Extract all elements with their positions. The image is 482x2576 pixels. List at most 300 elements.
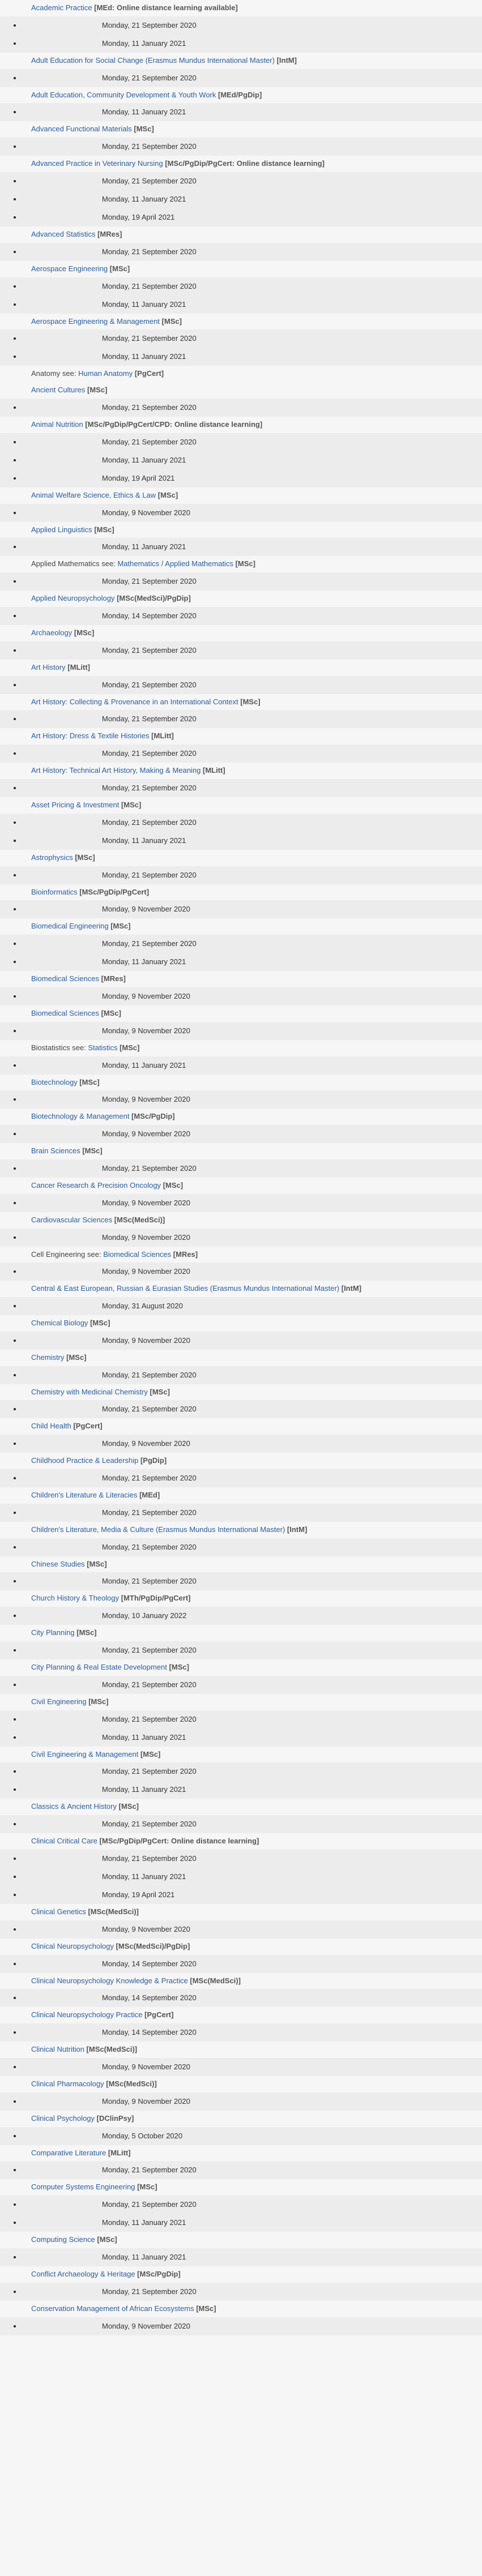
programme-link[interactable]: Classics & Ancient History [31, 1802, 117, 1811]
start-date-text: Monday, 21 September 2020 [102, 437, 197, 446]
qualification-label: [MSc] [87, 1559, 107, 1568]
bullet-icon [14, 1963, 16, 1965]
bullet-icon [14, 111, 16, 113]
bullet-icon [14, 1167, 16, 1170]
programme-link[interactable]: Child Health [31, 1422, 71, 1431]
start-date-item [0, 744, 482, 763]
programme-link[interactable]: Academic Practice [31, 3, 92, 12]
start-date-text: Monday, 9 November 2020 [102, 2321, 190, 2330]
start-date-text: Monday, 21 September 2020 [102, 1854, 197, 1863]
programme-row [0, 850, 482, 866]
programme-row [0, 1109, 482, 1125]
programme-link[interactable]: Applied Linguistics [31, 525, 92, 534]
bullet-icon [14, 2325, 16, 2327]
programme-row [0, 1973, 482, 1989]
bullet-icon [14, 2169, 16, 2171]
programme-link[interactable]: Animal Welfare Science, Ethics & Law [31, 490, 156, 499]
start-date-item [0, 814, 482, 832]
bullet-icon [14, 198, 16, 200]
start-date-item [0, 296, 482, 314]
start-date-text: Monday, 21 September 2020 [102, 1508, 197, 1517]
start-date-text: Monday, 9 November 2020 [102, 1233, 190, 1242]
programme-link[interactable]: Conservation Management of African Ecosystems [31, 2304, 194, 2313]
programme-row [0, 1418, 482, 1435]
start-date-item [0, 572, 482, 590]
qualification-label: [MEd] [139, 1491, 160, 1500]
programme-link[interactable]: Art History: Dress & Textile Histories [31, 731, 150, 741]
see-also-prefix: Applied Mathematics see: [31, 559, 118, 568]
programme-link[interactable]: Archaeology [31, 628, 72, 637]
programme-link[interactable]: Clinical Nutrition [31, 2045, 84, 2054]
programme-row [0, 1487, 482, 1504]
programme-link[interactable]: Aerospace Engineering & Management [31, 316, 160, 326]
start-date-text: Monday, 21 September 2020 [102, 2287, 197, 2296]
start-date-text: Monday, 21 September 2020 [102, 334, 197, 343]
programme-link[interactable]: Children's Literature, Media & Culture (Erasmus Mundus International Master) [31, 1525, 285, 1534]
qualification-label: [MSc(MedSci)/PgDip] [117, 594, 191, 603]
programme-link[interactable]: Statistics [88, 1043, 118, 1052]
qualification-label: [PgCert] [73, 1422, 103, 1431]
start-date-item [0, 2127, 482, 2145]
programme-row [0, 53, 482, 69]
qualification-label: [MSc] [110, 922, 131, 931]
start-date-item [0, 987, 482, 1005]
qualification-label: [MSc/PgDip/PgCert: Online distance learning] [165, 159, 325, 168]
start-date-item [0, 103, 482, 121]
programme-row [0, 1799, 482, 1815]
programme-link[interactable]: Biomedical Sciences [31, 974, 99, 983]
start-date-item [0, 710, 482, 728]
start-date-text: Monday, 21 September 2020 [102, 1646, 197, 1655]
start-date-item [0, 1868, 482, 1886]
programme-link[interactable]: Human Anatomy [78, 369, 133, 378]
programme-link[interactable]: City Planning [31, 1628, 75, 1637]
programme-link[interactable]: Adult Education, Community Development & Youth Work [31, 90, 216, 99]
start-date-text: Monday, 9 November 2020 [102, 991, 190, 1000]
programme-link[interactable]: Mathematics / Applied Mathematics [117, 559, 233, 568]
programme-row [0, 918, 482, 935]
start-date-item [0, 1229, 482, 1247]
bullet-icon [14, 787, 16, 789]
programme-row [0, 1625, 482, 1641]
bullet-icon [14, 1684, 16, 1686]
bullet-icon [14, 77, 16, 79]
programme-link[interactable]: Aerospace Engineering [31, 264, 108, 273]
bullet-icon [14, 908, 16, 910]
start-date-text: Monday, 21 September 2020 [102, 403, 197, 412]
programme-row [0, 1281, 482, 1297]
start-date-text: Monday, 21 September 2020 [102, 1577, 197, 1586]
start-date-text: Monday, 21 September 2020 [102, 1680, 197, 1689]
bullet-icon [14, 1928, 16, 1931]
start-date-item [0, 832, 482, 850]
programme-link[interactable]: Biomedical Sciences [103, 1250, 172, 1259]
programme-row [0, 2232, 482, 2248]
programme-row [0, 2042, 482, 2058]
start-date-text: Monday, 21 September 2020 [102, 870, 197, 879]
qualification-label: [MSc] [76, 1628, 97, 1637]
start-date-item [0, 433, 482, 451]
start-date-text: Monday, 11 January 2021 [102, 1060, 186, 1069]
start-date-text: Monday, 21 September 2020 [102, 645, 197, 654]
programme-link[interactable]: Comparative Literature [31, 2148, 106, 2157]
programme-row [0, 1143, 482, 1159]
start-date-text: Monday, 10 January 2022 [102, 1611, 187, 1620]
start-date-item [0, 1504, 482, 1522]
programme-link[interactable]: Clinical Neuropsychology Knowledge & Practice [31, 1976, 188, 1985]
bullet-icon [14, 1858, 16, 1860]
bullet-icon [14, 1770, 16, 1773]
programme-row [0, 1247, 482, 1263]
qualification-label: [MSc] [169, 1663, 189, 1672]
qualification-label: [MSc] [137, 2183, 157, 2192]
start-date-text: Monday, 21 September 2020 [102, 939, 197, 948]
programme-link[interactable]: Chinese Studies [31, 1559, 85, 1568]
start-date-item [0, 1607, 482, 1625]
programme-row [0, 2111, 482, 2127]
start-date-item [0, 1989, 482, 2007]
programme-row [0, 797, 482, 814]
programme-row [0, 660, 482, 676]
programme-row [0, 87, 482, 104]
programme-link[interactable]: Biomedical Engineering [31, 922, 109, 931]
start-date-text: Monday, 9 November 2020 [102, 1026, 190, 1035]
start-date-item [0, 243, 482, 261]
programme-row [0, 1453, 482, 1469]
programme-row [0, 625, 482, 641]
start-date-item [0, 2248, 482, 2266]
bullet-icon [14, 995, 16, 998]
start-date-text: Monday, 21 September 2020 [102, 281, 197, 290]
programme-link[interactable]: Clinical Pharmacology [31, 2079, 104, 2089]
start-date-item [0, 2196, 482, 2214]
bullet-icon [14, 2135, 16, 2137]
bullet-icon [14, 1615, 16, 1617]
programme-row [0, 1939, 482, 1955]
programme-link[interactable]: Civil Engineering [31, 1697, 87, 1706]
qualification-label: [MSc/PgDip/PgCert: Online distance learning] [99, 1837, 259, 1846]
programme-link[interactable]: Biomedical Sciences [31, 1008, 99, 1017]
qualification-label: [MSc(MedSci)/PgDip] [116, 1941, 190, 1950]
programme-row [0, 2007, 482, 2023]
bullet-icon [14, 752, 16, 755]
qualification-label: [MSc] [157, 490, 178, 499]
programme-link[interactable]: Brain Sciences [31, 1146, 80, 1156]
programme-link[interactable]: Clinical Neuropsychology [31, 1941, 114, 1950]
bullet-icon [14, 840, 16, 842]
start-date-text: Monday, 11 January 2021 [102, 352, 186, 361]
qualification-label: [MSc] [150, 1387, 170, 1396]
start-date-text: Monday, 11 January 2021 [102, 299, 186, 309]
qualification-label: [MSc(MedSci)] [114, 1215, 165, 1224]
start-date-text: Monday, 21 September 2020 [102, 1474, 197, 1483]
qualification-label: [MSc] [163, 1180, 184, 1189]
programme-link[interactable]: Children's Literature & Literacies [31, 1491, 138, 1500]
programme-link[interactable]: Chemistry [31, 1353, 65, 1362]
start-date-text: Monday, 11 January 2021 [102, 542, 186, 551]
programme-link[interactable]: Computing Science [31, 2235, 95, 2244]
bullet-icon [14, 1788, 16, 1791]
bullet-icon [14, 1098, 16, 1101]
programme-link[interactable]: Art History: Collecting & Provenance in an International Context [31, 697, 238, 706]
qualification-label: [DClinPsy] [96, 2113, 134, 2123]
qualification-label: [MRes] [97, 229, 122, 238]
programme-row [0, 1315, 482, 1332]
programme-link[interactable]: Chemistry with Medicinal Chemistry [31, 1387, 148, 1396]
start-date-text: Monday, 11 January 2021 [102, 2253, 186, 2262]
bullet-icon [14, 1133, 16, 1135]
bullet-icon [14, 2291, 16, 2293]
bullet-icon [14, 406, 16, 409]
start-date-item [0, 277, 482, 296]
programme-link[interactable]: Clinical Genetics [31, 1907, 86, 1916]
start-date-item [0, 2161, 482, 2179]
start-date-text: Monday, 21 September 2020 [102, 749, 197, 758]
start-date-item [0, 1781, 482, 1799]
start-date-item [0, 172, 482, 190]
start-date-text: Monday, 11 January 2021 [102, 38, 186, 48]
start-date-text: Monday, 9 November 2020 [102, 1439, 190, 1448]
programme-link[interactable]: Church History & Theology [31, 1594, 120, 1603]
bullet-icon [14, 684, 16, 686]
programme-row [0, 417, 482, 433]
qualification-label: [MLitt] [151, 731, 174, 741]
start-date-text: Monday, 21 September 2020 [102, 1767, 197, 1776]
qualification-label: [MSc] [75, 853, 95, 862]
start-date-item [0, 1538, 482, 1556]
start-date-text: Monday, 11 January 2021 [102, 1785, 186, 1794]
qualification-label: [IntM] [287, 1525, 308, 1534]
programme-link[interactable]: Central & East European, Russian & Eurasian Studies (Erasmus Mundus International Master) [31, 1284, 340, 1293]
bullet-icon [14, 24, 16, 27]
programme-link[interactable]: Astrophysics [31, 853, 73, 862]
programme-row [0, 2145, 482, 2162]
programme-link[interactable]: Bioinformatics [31, 887, 78, 896]
qualification-label: [MSc] [66, 1353, 87, 1362]
start-date-text: Monday, 14 September 2020 [102, 611, 197, 620]
bullet-icon [14, 580, 16, 583]
start-date-item [0, 2058, 482, 2076]
start-date-item [0, 1056, 482, 1075]
programme-row [0, 1178, 482, 1194]
start-date-text: Monday, 9 November 2020 [102, 905, 190, 914]
programme-link[interactable]: Clinical Critical Care [31, 1837, 98, 1846]
bullet-icon [14, 337, 16, 340]
programme-link[interactable]: City Planning & Real Estate Development [31, 1663, 167, 1672]
qualification-label: [MSc] [240, 697, 261, 706]
start-date-item [0, 2317, 482, 2335]
bullet-icon [14, 1340, 16, 1342]
programme-link[interactable]: Childhood Practice & Leadership [31, 1456, 139, 1465]
start-date-text: Monday, 21 September 2020 [102, 783, 197, 792]
bullet-icon [14, 477, 16, 480]
start-date-text: Monday, 21 September 2020 [102, 1405, 197, 1414]
bullet-icon [14, 459, 16, 461]
start-date-text: Monday, 19 April 2021 [102, 1890, 175, 1899]
programme-link[interactable]: Advanced Functional Materials [31, 125, 132, 134]
programme-link[interactable]: Adult Education for Social Change (Erasmus Mundus International Master) [31, 55, 275, 65]
qualification-label: [MSc] [121, 800, 142, 809]
programme-link[interactable]: Animal Nutrition [31, 420, 83, 429]
qualification-label: [MSc(MedSci)] [88, 1907, 139, 1916]
programme-link[interactable]: Clinical Neuropsychology Practice [31, 2010, 143, 2019]
start-date-item [0, 35, 482, 53]
programme-row [0, 1350, 482, 1366]
qualification-label: [IntM] [276, 55, 297, 65]
start-date-item [0, 208, 482, 226]
start-date-item [0, 866, 482, 884]
qualification-label: [MRes] [101, 974, 126, 983]
programme-link[interactable]: Art History [31, 662, 66, 671]
start-date-item [0, 641, 482, 660]
start-date-item [0, 1955, 482, 1973]
start-date-item [0, 1263, 482, 1281]
programme-link[interactable]: Asset Pricing & Investment [31, 800, 120, 809]
start-date-text: Monday, 19 April 2021 [102, 473, 175, 482]
start-date-item [0, 1815, 482, 1833]
programme-row [0, 2266, 482, 2283]
programme-link[interactable]: Biotechnology [31, 1077, 78, 1086]
start-date-text: Monday, 21 September 2020 [102, 247, 197, 256]
qualification-label: [MSc] [88, 1697, 109, 1706]
programme-link[interactable]: Biotechnology & Management [31, 1112, 130, 1121]
programme-row [0, 1075, 482, 1091]
bullet-icon [14, 251, 16, 253]
qualification-label: [MSc] [87, 386, 108, 395]
qualification-label: [PgCert] [144, 2010, 174, 2019]
start-date-item [0, 504, 482, 522]
bullet-icon [14, 1064, 16, 1067]
start-date-item [0, 1886, 482, 1904]
start-date-text: Monday, 21 September 2020 [102, 142, 197, 151]
programme-link[interactable]: Conflict Archaeology & Heritage [31, 2270, 135, 2279]
qualification-label: [MSc] [101, 1008, 121, 1017]
start-date-item [0, 538, 482, 556]
start-date-text: Monday, 9 November 2020 [102, 1129, 190, 1139]
start-date-text: Monday, 11 January 2021 [102, 1732, 186, 1741]
programme-row [0, 2179, 482, 2196]
start-date-item [0, 607, 482, 625]
bullet-icon [14, 180, 16, 182]
start-date-item [0, 69, 482, 87]
start-date-item [0, 1850, 482, 1868]
start-date-text: Monday, 21 September 2020 [102, 20, 197, 29]
bullet-icon [14, 2256, 16, 2258]
start-date-text: Monday, 11 January 2021 [102, 836, 186, 845]
qualification-label: [MSc/PgDip/PgCert/CPD: Online distance learning] [85, 420, 263, 429]
start-date-item [0, 779, 482, 797]
programme-row [0, 2076, 482, 2093]
qualification-label: [MSc] [140, 1749, 161, 1758]
bullet-icon [14, 546, 16, 548]
programme-row [0, 884, 482, 901]
qualification-label: [MSc] [109, 264, 130, 273]
start-date-text: Monday, 31 August 2020 [102, 1302, 183, 1311]
programme-link[interactable]: Applied Neuropsychology [31, 594, 115, 603]
start-date-text: Monday, 5 October 2020 [102, 2131, 183, 2140]
qualification-label: [MSc] [82, 1146, 103, 1156]
qualification-label: [MSc(MedSci)] [106, 2079, 157, 2089]
bullet-icon [14, 718, 16, 720]
bullet-icon [14, 1443, 16, 1445]
programme-row [0, 1212, 482, 1229]
programme-row [0, 1833, 482, 1850]
programme-row [0, 1904, 482, 1920]
bullet-icon [14, 1580, 16, 1582]
start-date-item [0, 451, 482, 469]
programme-link[interactable]: Computer Systems Engineering [31, 2183, 135, 2192]
qualification-label: [MSc] [74, 628, 95, 637]
programme-link[interactable]: Advanced Statistics [31, 229, 96, 238]
see-also-prefix: Cell Engineering see: [31, 1250, 104, 1259]
qualification-label: [MLitt] [67, 662, 90, 671]
bullet-icon [14, 615, 16, 617]
start-date-item [0, 1469, 482, 1487]
programme-link[interactable]: Civil Engineering & Management [31, 1749, 139, 1758]
start-date-item [0, 2023, 482, 2042]
start-date-text: Monday, 14 September 2020 [102, 1959, 197, 1968]
programme-row [0, 728, 482, 744]
programme-row [0, 487, 482, 504]
programme-link[interactable]: Cardiovascular Sciences [31, 1215, 113, 1224]
start-date-item [0, 1435, 482, 1453]
start-date-item [0, 330, 482, 348]
start-date-item [0, 399, 482, 417]
qualification-label: [MSc] [196, 2304, 216, 2313]
programme-link[interactable]: Ancient Cultures [31, 386, 86, 395]
programme-row [0, 1384, 482, 1401]
programme-link[interactable]: Advanced Practice in Veterinary Nursing [31, 159, 163, 168]
start-date-item [0, 1022, 482, 1040]
start-date-text: Monday, 11 January 2021 [102, 194, 186, 203]
start-date-text: Monday, 9 November 2020 [102, 1267, 190, 1276]
programme-link[interactable]: Clinical Psychology [31, 2113, 95, 2123]
start-date-text: Monday, 11 January 2021 [102, 455, 186, 464]
qualification-label: [MSc] [235, 559, 255, 568]
start-date-item [0, 2283, 482, 2301]
bullet-icon [14, 1374, 16, 1376]
bullet-icon [14, 146, 16, 148]
bullet-icon [14, 285, 16, 288]
bullet-icon [14, 943, 16, 945]
qualification-label: [PgCert] [134, 369, 164, 378]
programme-link[interactable]: Chemical Biology [31, 1319, 88, 1328]
start-date-item [0, 1159, 482, 1178]
programme-row [0, 1556, 482, 1573]
programme-row [0, 226, 482, 243]
programme-link[interactable]: Art History: Technical Art History, Making & Meaning [31, 766, 201, 775]
qualification-label: [MSc] [90, 1319, 110, 1328]
programme-link[interactable]: Cancer Research & Precision Oncology [31, 1180, 161, 1189]
programme-row [0, 1747, 482, 1763]
programme-row [0, 2301, 482, 2317]
qualification-label: [MRes] [173, 1250, 198, 1259]
start-date-text: Monday, 21 September 2020 [102, 818, 197, 827]
start-date-text: Monday, 21 September 2020 [102, 680, 197, 689]
start-date-text: Monday, 21 September 2020 [102, 1370, 197, 1379]
programme-row [0, 1694, 482, 1710]
programme-row [0, 1522, 482, 1538]
bullet-icon [14, 1477, 16, 1479]
programme-row [0, 1040, 482, 1056]
start-date-text: Monday, 9 November 2020 [102, 2062, 190, 2072]
start-date-item [0, 1728, 482, 1747]
start-date-item [0, 1194, 482, 1212]
qualification-label: [MSc/PgDip/PgCert] [79, 887, 150, 896]
programme-row [0, 763, 482, 779]
start-date-text: Monday, 21 September 2020 [102, 176, 197, 185]
programme-row [0, 261, 482, 277]
